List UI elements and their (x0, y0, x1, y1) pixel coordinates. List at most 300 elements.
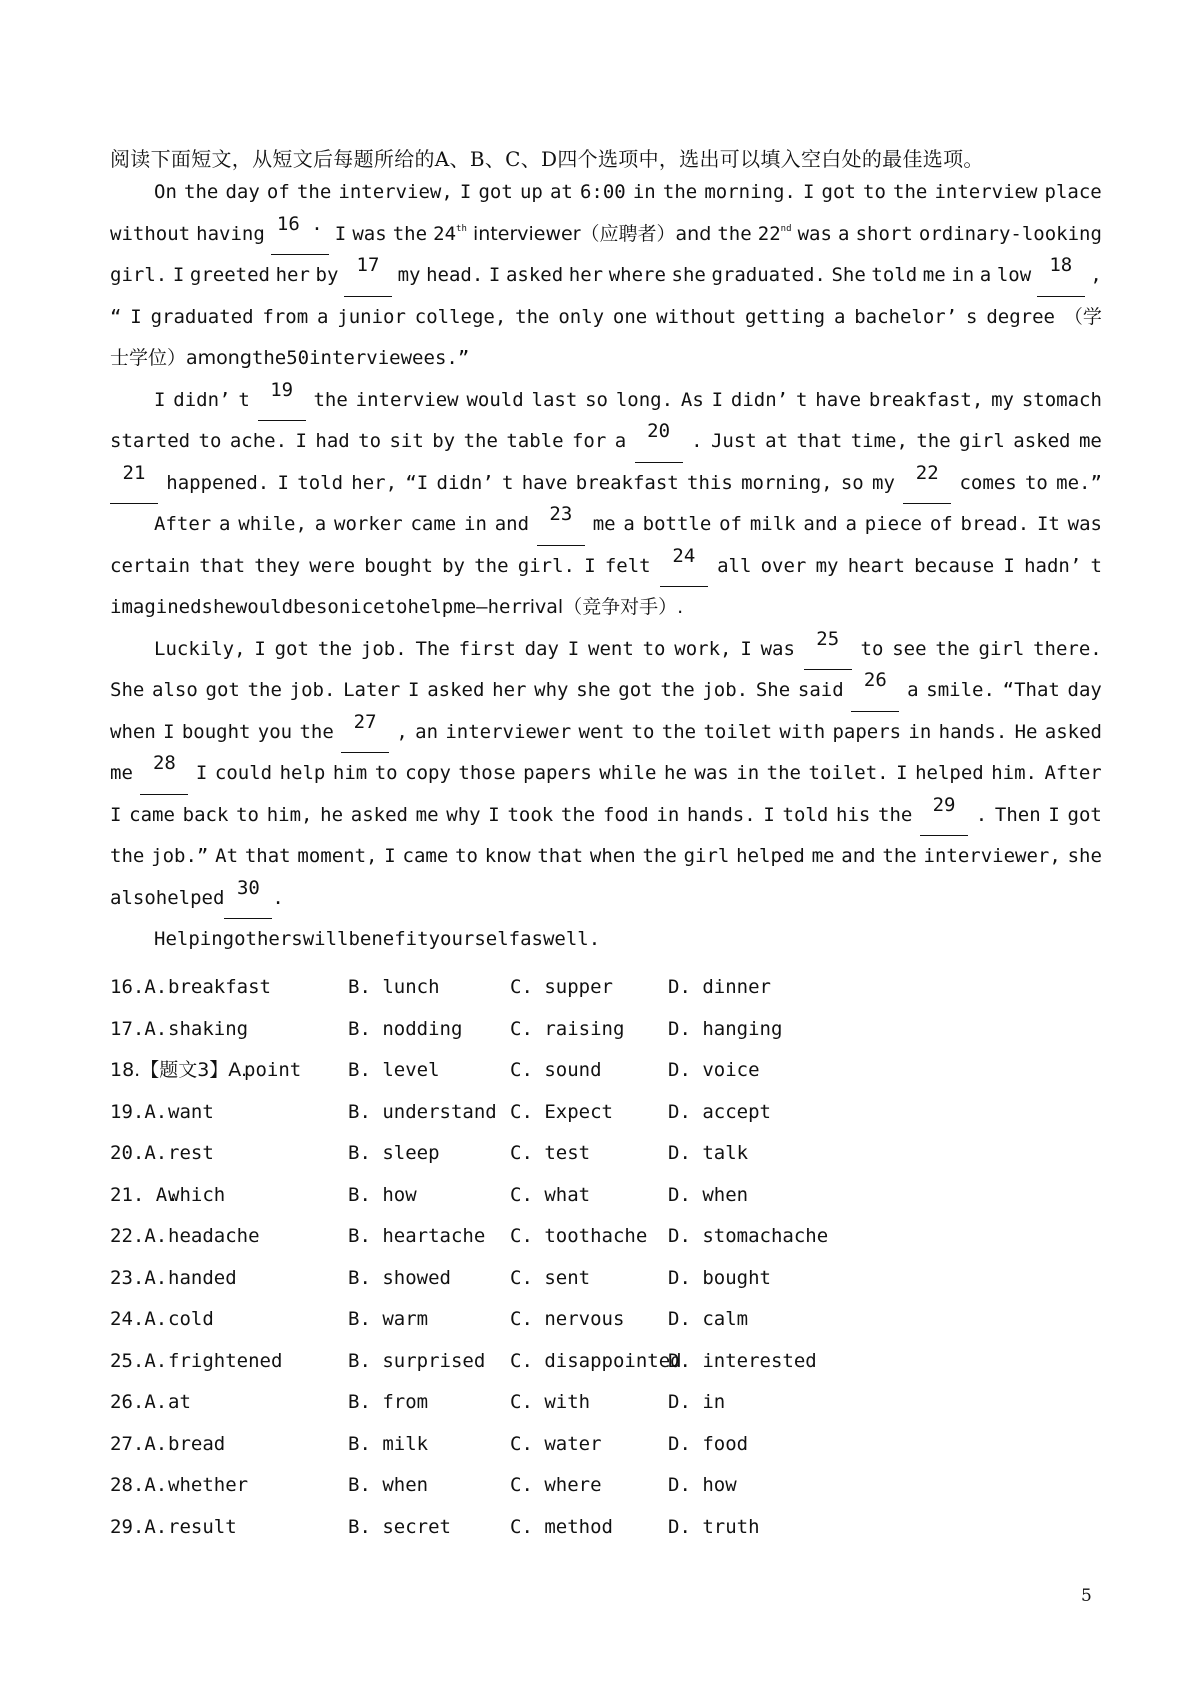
blank-28[interactable]: 28 (140, 753, 188, 795)
passage-word: came (410, 513, 457, 535)
option-row (110, 1216, 1010, 1258)
passage-word: me (922, 264, 946, 286)
passage-word: to (455, 845, 478, 867)
passage-word: others (234, 928, 303, 950)
passage-word: got (821, 181, 856, 203)
passage-word: will (302, 928, 349, 950)
question-number: 19.A. (110, 1100, 168, 1123)
passage-word: asked (1044, 720, 1102, 743)
passage-word: Luckily, (154, 637, 246, 660)
option-b[interactable]: B. heartache (348, 1225, 486, 1247)
option-c[interactable]: C. disappointed (510, 1349, 682, 1372)
passage-word: girl (683, 845, 730, 867)
option-row (110, 1133, 1010, 1175)
option-a[interactable]: which (168, 1183, 226, 1206)
passage-word: she (201, 596, 236, 618)
blank-16[interactable]: 16 . (271, 214, 329, 256)
question-number: 22.A. (110, 1225, 168, 1247)
blank-22[interactable]: 22 (903, 463, 951, 505)
passage-word: worker (334, 513, 403, 535)
passage-word: at (765, 430, 789, 452)
passage-word: me (110, 762, 133, 784)
passage-line (110, 878, 1102, 920)
passage-word: t (1090, 554, 1102, 577)
passage-word: papers (523, 762, 592, 784)
passage-word: I (254, 637, 266, 660)
passage-word: interviewees.” (309, 347, 470, 369)
option-d[interactable]: D. stomachache (668, 1225, 829, 1247)
passage-word: that (244, 845, 291, 867)
option-c[interactable]: C. toothache (510, 1225, 648, 1247)
passage-word: t (795, 388, 808, 411)
passage-word: toilet. (808, 762, 889, 784)
option-a[interactable]: point (244, 1059, 302, 1081)
option-b[interactable]: B. understand (348, 1100, 497, 1123)
passage-word: “That (1002, 679, 1060, 701)
passage-word: by (315, 264, 339, 286)
passage-word: when (589, 845, 636, 867)
passage-word: job. (360, 637, 407, 660)
passage-word: time, (850, 430, 908, 452)
question-number: 23.A. (110, 1266, 168, 1289)
option-d[interactable]: D. voice (668, 1059, 760, 1081)
option-b[interactable]: B. secret (348, 1515, 451, 1538)
passage-word: job. (289, 679, 336, 701)
passage-word: see (892, 637, 927, 660)
passage-word: 50 (286, 347, 310, 369)
passage-word: the (560, 803, 596, 826)
option-b[interactable]: B. level (348, 1059, 440, 1081)
passage-word: the (935, 637, 970, 660)
option-b[interactable]: B. how (348, 1183, 417, 1206)
passage-word: I (896, 762, 908, 784)
passage-word: the (766, 762, 801, 784)
passage-word: her (275, 264, 310, 286)
passage-word: a (833, 305, 846, 328)
passage-word: short (855, 222, 913, 245)
passage-word: bought (364, 554, 433, 577)
passage-word: hands. (938, 720, 1008, 743)
option-row (110, 1507, 1010, 1549)
passage-word: girl (978, 637, 1025, 660)
passage-word: without (110, 222, 191, 245)
passage-word: Then (994, 803, 1041, 826)
option-a[interactable]: shaking (168, 1017, 249, 1040)
passage-line (110, 380, 1102, 422)
passage-word: the (313, 388, 348, 411)
question-number: 27.A. (110, 1432, 168, 1455)
passage-word: happened. (166, 471, 270, 494)
option-a[interactable]: breakfast (168, 976, 271, 998)
passage-line (110, 712, 1102, 754)
passage-word: with (779, 720, 826, 743)
passage-word: I (384, 845, 396, 867)
question-number: 16.A. (110, 976, 168, 998)
passage-word: she (576, 679, 611, 701)
passage-word: came (129, 803, 175, 826)
passage-word: to (860, 637, 884, 660)
option-a[interactable]: whether (168, 1474, 249, 1496)
option-c[interactable]: C. supper (510, 976, 613, 998)
passage-word: nice (338, 596, 385, 618)
option-row (110, 1258, 1010, 1300)
passage-word: a (838, 222, 850, 245)
option-a[interactable]: rest (168, 1142, 214, 1164)
passage-line (110, 919, 1102, 961)
passage-word: a (314, 513, 327, 535)
passage-word: a (907, 679, 919, 701)
blank-21[interactable]: 21 (110, 463, 158, 505)
passage-word: food (602, 803, 649, 826)
passage-word: yourself (428, 928, 521, 950)
option-d[interactable]: D. dinner (668, 976, 771, 998)
passage-word: After (1044, 762, 1102, 784)
passage-word: was (1067, 513, 1102, 535)
passage-word: certain (110, 554, 191, 577)
passage-word: I (295, 430, 307, 452)
passage-word: 6:00 (579, 181, 626, 203)
blank-25[interactable]: 25 (804, 629, 852, 671)
passage-word: a (317, 305, 329, 328)
passage-word: was (797, 222, 832, 245)
option-c[interactable]: C. where (510, 1474, 602, 1496)
option-a[interactable]: handed (168, 1266, 237, 1289)
blank-20[interactable]: 20 (635, 421, 683, 463)
option-c[interactable]: C. raising (510, 1017, 625, 1040)
passage-word: would (235, 596, 294, 618)
option-a[interactable]: cold (168, 1308, 214, 1330)
passage-word: back (182, 803, 229, 826)
option-row (110, 1092, 1010, 1134)
passage-word: told (871, 264, 918, 286)
passage-word: Later (343, 679, 401, 701)
blank-27[interactable]: 27 (341, 712, 389, 754)
passage-word: graduated (150, 305, 254, 328)
option-b[interactable]: B. warm (348, 1308, 429, 1330)
option-b[interactable]: B. nodding (348, 1017, 463, 1040)
passage-word: could (214, 762, 273, 784)
option-c[interactable]: C. sound (510, 1059, 602, 1081)
question-number: 24.A. (110, 1308, 168, 1330)
blank-29[interactable]: 29 (920, 795, 968, 837)
passage-word: I (740, 637, 752, 660)
option-c[interactable]: C. Expect (510, 1100, 613, 1123)
passage-word: morning, (741, 471, 833, 494)
passage-word: smile. (926, 679, 995, 701)
passage-word: bottle (642, 513, 712, 535)
passage-word: while (599, 762, 657, 784)
passage-word: I (110, 803, 122, 826)
passage-word: stomach (1021, 388, 1102, 411)
option-d[interactable]: D. interested (668, 1349, 817, 1372)
passage-word: started (110, 430, 191, 452)
passage-word: She (831, 264, 866, 286)
passage-word: interviewer（应聘者）and (472, 222, 712, 245)
passage-word: didn’ (436, 471, 494, 494)
passage-word: didn’ (173, 388, 231, 411)
passage-word: also (152, 679, 198, 701)
passage-line (110, 172, 1102, 214)
passage-word: told (782, 803, 829, 826)
question-number: 20.A. (110, 1142, 168, 1164)
blank-26[interactable]: 26 (851, 670, 899, 712)
passage-word: asked (1013, 430, 1071, 452)
option-a[interactable]: frightened (168, 1349, 283, 1372)
option-a[interactable]: want (168, 1100, 214, 1123)
passage-word: girl. (110, 264, 168, 286)
page-number: 5 (1081, 1586, 1092, 1606)
passage-word: I (130, 305, 142, 328)
passage-word: moment, (297, 845, 378, 867)
option-d[interactable]: D. bought (668, 1266, 771, 1289)
passage-word: was (352, 222, 387, 245)
option-d[interactable]: D. calm (668, 1308, 749, 1330)
passage-word: up (519, 181, 543, 203)
passage-word: my (872, 471, 895, 494)
passage-word: breakfast, (868, 388, 984, 411)
passage-word: a (219, 513, 231, 535)
option-row (110, 1009, 1010, 1051)
passage-word: bought (181, 720, 251, 743)
passage-word: and (803, 513, 838, 535)
passage-word: took (507, 803, 554, 826)
passage-word: , (1090, 264, 1102, 286)
passage-word: me (415, 803, 439, 826)
passage-word: also (110, 886, 156, 909)
passage-word: to (358, 430, 382, 452)
passage-word: graduated. (711, 264, 826, 286)
passage-word: me (592, 513, 616, 535)
superscript: nd (780, 223, 792, 234)
passage-word: I (1003, 554, 1015, 577)
passage-word: to (863, 181, 886, 203)
option-row (110, 1465, 1010, 1507)
passage-word: job. (702, 679, 749, 701)
passage-word: his (835, 803, 871, 826)
passage-line (110, 504, 1102, 546)
passage-word: She (755, 679, 791, 701)
passage-word: the (515, 305, 550, 328)
passage-word: help (407, 596, 454, 618)
passage-word: to (642, 637, 666, 660)
option-d[interactable]: D. when (668, 1183, 749, 1206)
passage-word: the (474, 554, 509, 577)
passage-word: . (272, 886, 284, 909)
passage-word: I (154, 388, 166, 411)
passage-word: got (478, 181, 513, 203)
passage-word: told (297, 471, 344, 494)
option-c[interactable]: C. nervous (510, 1308, 625, 1330)
passage-line (110, 255, 1102, 297)
passage-word: papers (832, 720, 902, 743)
option-c[interactable]: C. method (510, 1515, 613, 1538)
option-d[interactable]: D. truth (668, 1515, 760, 1538)
passage-word: asked (350, 803, 408, 826)
blank-24[interactable]: 24 (660, 546, 708, 588)
passage-line (110, 670, 1102, 712)
blank-17[interactable]: 17 (344, 255, 392, 297)
passage-word: for (571, 430, 607, 452)
passage-word: be (293, 596, 316, 618)
passage (110, 172, 1102, 961)
passage-word: He (1014, 720, 1038, 743)
option-c[interactable]: C. sent (510, 1266, 591, 1289)
passage-word: to (236, 803, 259, 826)
passage-word: long. (615, 388, 674, 411)
passage-word: in (464, 513, 487, 535)
blank-19[interactable]: 19 (258, 380, 306, 422)
passage-word: a (623, 513, 635, 535)
passage-word: head. (426, 264, 484, 286)
passage-word: went (578, 720, 625, 743)
option-row (110, 1050, 1010, 1092)
option-a[interactable]: result (168, 1515, 237, 1538)
passage-word: of (719, 513, 742, 535)
passage-word: the (878, 803, 913, 826)
option-c[interactable]: C. water (510, 1432, 602, 1455)
passage-word: well. (542, 928, 601, 950)
passage-word: the (110, 845, 145, 867)
passage-word: , (396, 720, 408, 743)
blank-23[interactable]: 23 (537, 504, 585, 546)
option-b[interactable]: B. from (348, 1391, 429, 1413)
passage-word: the (882, 845, 917, 867)
passage-word: breakfast (575, 471, 679, 494)
option-row (110, 1175, 1010, 1217)
blank-18[interactable]: 18 (1037, 255, 1085, 297)
passage-word: the (251, 347, 287, 369)
passage-word: It (1036, 513, 1060, 535)
passage-word: toilet (703, 720, 773, 743)
option-c[interactable]: C. test (510, 1142, 591, 1164)
passage-word: the (916, 430, 951, 452)
passage-word: was (760, 637, 795, 660)
passage-word: her (568, 264, 604, 286)
passage-word: piece (864, 513, 922, 535)
option-row (110, 1424, 1010, 1466)
passage-word: one (612, 305, 648, 328)
passage-word: there. (1033, 637, 1102, 660)
passage-word: t (502, 471, 514, 494)
option-b[interactable]: B. lunch (348, 976, 440, 998)
option-d[interactable]: D. accept (668, 1100, 771, 1123)
passage-word: I (277, 471, 289, 494)
superscript: th (456, 223, 467, 234)
option-b[interactable]: B. surprised (348, 1349, 486, 1372)
option-d[interactable]: D. hanging (668, 1017, 783, 1040)
passage-word: why (534, 679, 569, 701)
option-a[interactable]: at (168, 1391, 191, 1413)
passage-word: As (680, 388, 704, 411)
option-d[interactable]: D. talk (668, 1142, 749, 1164)
passage-word: was (694, 762, 729, 784)
passage-word: were (309, 554, 356, 577)
passage-word: went (588, 637, 634, 660)
passage-word: interview, (338, 181, 453, 203)
option-b[interactable]: B. showed (348, 1266, 451, 1289)
passage-word: felt (604, 554, 651, 577)
passage-word: low (996, 264, 1032, 286)
passage-word: I (163, 720, 175, 743)
blank-30[interactable]: 30 (224, 878, 272, 920)
passage-word: and (841, 845, 876, 867)
option-d[interactable]: D. how (668, 1474, 737, 1496)
option-b[interactable]: B. sleep (348, 1142, 440, 1164)
option-a[interactable]: bread (168, 1432, 226, 1455)
passage-word: didn’ (730, 388, 789, 411)
passage-word: him (332, 762, 368, 784)
passage-word: girl (959, 430, 1005, 452)
passage-word: greeted (189, 264, 270, 286)
passage-word: in (736, 762, 760, 784)
question-number: 29.A. (110, 1515, 168, 1538)
passage-word: copy (405, 762, 451, 784)
passage-word: would (466, 388, 524, 411)
passage-word: At (215, 845, 239, 867)
instruction-text: 阅读下面短文，从短文后每题所给的A、B、C、D四个选项中，选出可以填入空白处的最佳选项。 (110, 147, 984, 171)
passage-word: so (315, 596, 339, 618)
passage-word: while, (238, 513, 307, 535)
passage-word: the (660, 679, 695, 701)
passage-word: to (631, 720, 655, 743)
passage-word: her, (351, 471, 398, 494)
option-d[interactable]: D. in (668, 1391, 726, 1413)
passage-word: all (717, 554, 752, 577)
passage-word: the (184, 181, 219, 203)
passage-word: t (238, 388, 250, 411)
passage-word: I (567, 637, 580, 660)
passage-word: my (397, 264, 421, 286)
passage-word: “I (405, 471, 429, 494)
passage-word: me (1078, 430, 1102, 452)
passage-word: over (760, 554, 807, 577)
passage-word: interviewer (445, 720, 572, 743)
passage-word: bread. (960, 513, 1030, 535)
passage-word: and (494, 513, 530, 535)
passage-word: know (484, 845, 531, 867)
passage-word: me.” (1056, 471, 1102, 494)
passage-word: I (584, 554, 596, 577)
passage-word: to (1024, 471, 1048, 494)
passage-word: to (384, 596, 408, 618)
option-b[interactable]: B. milk (348, 1432, 429, 1455)
option-c[interactable]: C. with (510, 1391, 591, 1413)
passage-word: Helping (154, 928, 235, 950)
passage-line (110, 753, 1102, 795)
passage-word: getting (745, 305, 826, 328)
option-c[interactable]: C. what (510, 1183, 591, 1206)
passage-word: in (632, 181, 656, 203)
passage-word: by (442, 554, 465, 577)
option-row (110, 967, 1010, 1009)
option-b[interactable]: B. when (348, 1474, 429, 1496)
passage-word: to (198, 430, 222, 452)
option-a[interactable]: headache (168, 1225, 260, 1247)
passage-word: the (717, 222, 752, 245)
passage-word: . (975, 803, 988, 826)
option-row (110, 1299, 1010, 1341)
passage-word: last (531, 388, 578, 411)
passage-word: so (585, 388, 608, 411)
passage-word: hadn’ (1024, 554, 1082, 577)
passage-word: After (154, 513, 212, 535)
passage-word: from (262, 305, 309, 328)
option-d[interactable]: D. food (668, 1432, 749, 1455)
passage-word: had (315, 430, 350, 452)
passage-word: girl. (517, 554, 575, 577)
passage-word: asked (427, 679, 485, 701)
passage-word: have (815, 388, 862, 411)
